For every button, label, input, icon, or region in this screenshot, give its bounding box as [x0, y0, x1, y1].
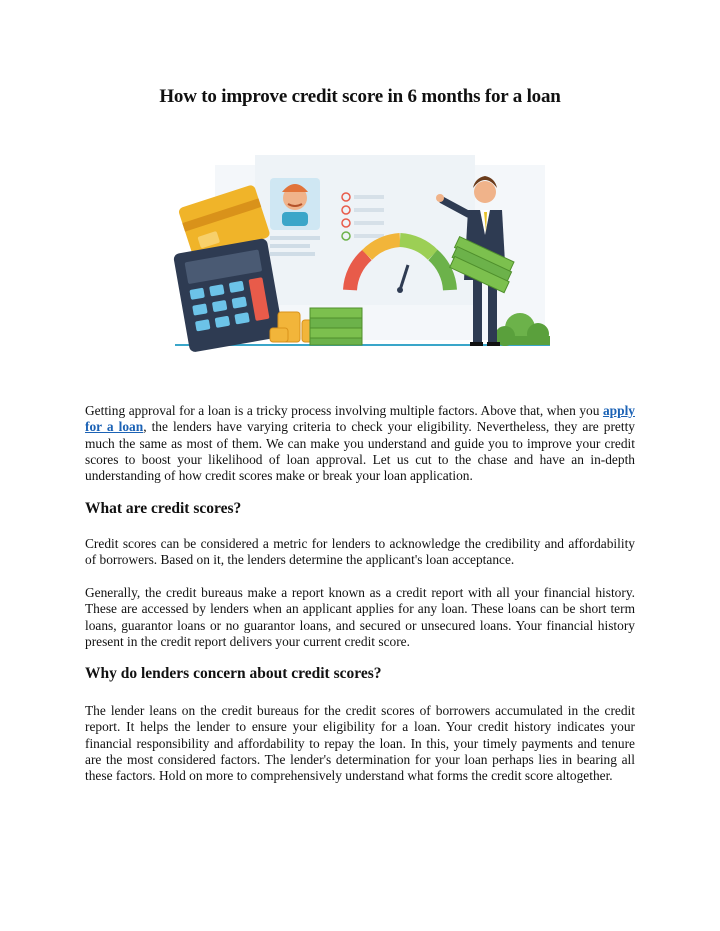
money-stack-icon	[310, 308, 362, 345]
calculator-icon	[173, 238, 284, 353]
intro-text-before: Getting approval for a loan is a tricky process involving multiple factors. Above that, when you	[85, 403, 603, 418]
intro-text-after: , the lenders have varying criteria to check your eligibility. Nevertheless, they are pretty much the same as most of them. We can make you understand and guide you to improve your credit scores to boost your likelihood of loan approval. Let us cut to the chase and have an in-depth understanding of how credit scores make or break your loan application.	[85, 419, 635, 484]
section-heading-lenders-concern: Why do lenders concern about credit scores?	[85, 665, 382, 682]
credit-score-illustration	[160, 140, 560, 355]
section-paragraph: Generally, the credit bureaus make a report known as a credit report with all your financial history. These are accessed by lenders when an applicant applies for any loan. These loans can be short term loans, guarantor loans or no guarantor loans, and secured or unsecured loans. Your financial history present in the credit report delivers your current credit score.	[85, 585, 635, 649]
section-paragraph: The lender leans on the credit bureaus for the credit scores of borrowers accumulated in the credit report. It helps the lender to ensure your eligibility for a loan. Your credit history indicates your financial responsibility and affordability to repay the loan. In this, your timely payments and tenure are the most considered factors. The lender's determination for your loan perhaps lies in bearing all these factors. Hold on more to comprehensively understand what forms the credit score altogether.	[85, 703, 635, 784]
apply-for-loan-link[interactable]: apply for a loan	[85, 403, 635, 435]
section-heading-credit-scores: What are credit scores?	[85, 500, 242, 517]
intro-paragraph	[85, 403, 635, 484]
page-title: How to improve credit score in 6 months for a loan	[159, 86, 561, 107]
section-paragraph: Credit scores can be considered a metric for lenders to acknowledge the credibility and affordability of borrowers. Based on it, the lenders determine the applicant's loan acceptance.	[85, 536, 635, 568]
